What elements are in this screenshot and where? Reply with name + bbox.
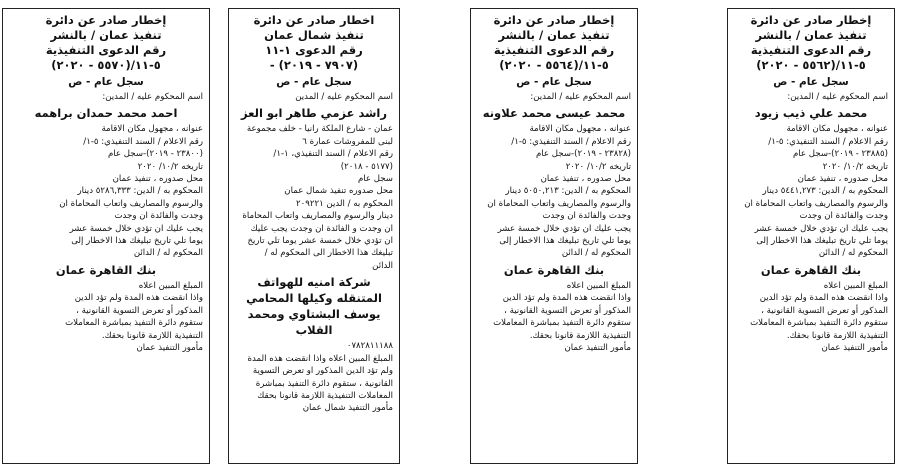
case-label: رقم الدعوى التنفيذية	[493, 43, 615, 57]
text-line: (٢٣٨٠٠ - ٢٠١٩)-سجل عام	[107, 149, 203, 160]
text-line: والرسوم والمصاريف واتعاب المحاماة ان	[487, 198, 631, 209]
text-line: عنوانه ، مجهول مكان الاقامة	[786, 124, 888, 135]
text-line: والرسوم والمصاريف واتعاب المحاماة ان	[59, 198, 203, 209]
text-line: تاريخه ١٠/٢/ ٢٠٢٠	[565, 161, 631, 172]
text-line: لبنى للمفروشات عمارة ٦	[302, 136, 393, 147]
text-line: (٢٣٨٨٥ - ٢٠١٩)-سجل عام	[792, 149, 888, 160]
text-line: المعاملات التنفيذية اللازمة قانونا بحقك	[257, 390, 393, 401]
notice-2	[470, 8, 638, 464]
record-type: سجل عام - ص	[68, 76, 144, 88]
notice-title: تنفيذ عمان / بالنشر	[755, 28, 867, 42]
text-line: اسم المحكوم عليه / المدين	[295, 92, 393, 102]
text-line: محل صدوره تنفيذ شمال عمان	[284, 186, 393, 197]
text-line: المبلغ المبين اعلاه	[566, 280, 631, 291]
text-line: تبليغك هذا الاخطار الى المحكوم له /	[264, 248, 393, 259]
text-line: وجدت والفائدة ان وجدت	[114, 211, 203, 222]
debtor-name: راشد عزمي طاهر ابو العز	[241, 106, 387, 121]
text-line: المبلغ المبين اعلاه واذا انقضت هذه المدة	[247, 353, 393, 364]
text-line: القانونية ، ستقوم دائرة التنفيذ بمباشرة	[255, 378, 393, 389]
officer-signature: مأمور التنفيذ عمان	[136, 342, 203, 353]
notice-title: تنفيذ عمان / بالنشر	[50, 28, 162, 42]
text-line: المحكوم به / الدين: ٥٢٨٦,٣٣٣ دينار	[77, 186, 203, 197]
debtor-name: محمد علي ذيب زيود	[754, 106, 868, 121]
creditor-name: شركة امنيه للهواتف المتنقله وكيلها المحامي يوسف البشتاوي ومحمد القلاب	[246, 275, 382, 338]
text-line: المحكوم به / الدين ٢٠٩٢٢١	[295, 198, 393, 209]
text-line: وجدت والفائدة ان وجدت	[799, 211, 888, 222]
officer-signature: مأمور التنفيذ شمال عمان	[302, 403, 393, 414]
text-line: يوما تلي تاريخ تبليغك هذا الاخطار إلى	[71, 236, 203, 247]
notice-title: اخطار صادر عن دائرة	[253, 13, 375, 27]
officer-signature: مأمور التنفيذ عمان	[564, 342, 631, 353]
notice-title: تنفيذ عمان / بالنشر	[498, 28, 610, 42]
text-line: (٢٣٨٢٨ - ٢٠١٩)-سجل عام	[535, 149, 631, 160]
text-line: يوما تلي تاريخ تبليغك هذا الاخطار إلى	[499, 236, 631, 247]
text-line: واذا انقضت هذه المدة ولم تؤد الدين	[502, 293, 631, 304]
notice-3	[228, 8, 400, 464]
text-line: اسم المحكوم عليه / المدين:	[787, 92, 888, 102]
text-line: وجدت والفائدة ان وجدت	[542, 211, 631, 222]
officer-signature: مأمور التنفيذ عمان	[821, 342, 888, 353]
text-line: يوما تلي تاريخ تبليغك هذا الاخطار إلى	[756, 236, 888, 247]
text-line: المذكور أو تعرض التسوية القانونية ،	[76, 305, 203, 316]
notice-title: إخطار صادر عن دائرة	[750, 13, 872, 27]
text-line: ستقوم دائرة التنفيذ بمباشرة المعاملات	[65, 318, 203, 329]
notice-title: إخطار صادر عن دائرة	[45, 13, 167, 27]
text-line: المحكوم له / الدائن	[133, 248, 203, 259]
text-line: الدائن	[372, 260, 393, 271]
text-line: والرسوم والمصاريف واتعاب المحاماة ان	[744, 198, 888, 209]
text-line: يجب عليك ان تؤدي خلال خمسة عشر	[497, 223, 631, 234]
notice-1	[727, 8, 895, 464]
text-line: اسم المحكوم عليه / المدين:	[530, 92, 631, 102]
text-line: واذا انقضت هذه المدة ولم تؤد الدين	[759, 293, 888, 304]
case-number: ٥-١١/(٥٥٧٠ - ٢٠٢٠)	[51, 58, 161, 72]
record-type: سجل عام - ص	[516, 76, 592, 88]
text-line: المحكوم له / الدائن	[561, 248, 631, 259]
notice-title: إخطار صادر عن دائرة	[493, 13, 615, 27]
text-line: المبلغ المبين اعلاه	[138, 280, 203, 291]
text-line: المذكور أو تعرض التسوية القانونية ،	[761, 305, 888, 316]
record-type: سجل عام - ص	[773, 76, 849, 88]
text-line: ولم تؤد الدين المذكور او تعرض التسوية	[252, 366, 393, 377]
text-line: رقم الاعلام / السند التنفيذي: ٥-١/	[768, 136, 888, 147]
text-line: المذكور أو تعرض التسوية القانونية ،	[504, 305, 631, 316]
case-label: رقم الدعوى ١-١١	[265, 43, 363, 57]
text-line: التنفيذية اللازمة قانونا بحقك.	[529, 330, 631, 341]
text-line: التنفيذية اللازمة قانونا بحقك.	[786, 330, 888, 341]
text-line: يجب عليك ان تؤدي خلال خمسة عشر	[69, 223, 203, 234]
case-label: رقم الدعوى التنفيذية	[750, 43, 872, 57]
text-line: المبلغ المبين اعلاه	[823, 280, 888, 291]
text-line: المحكوم به / الدين: ٥٠٥٠,٢١٣ دينار	[505, 186, 631, 197]
text-line: عمان - شارع الملكة رانيا - خلف مجموعة	[246, 124, 393, 135]
text-line: محل صدوره ، تنفيذ عمان	[797, 174, 888, 185]
case-number: (٧٩٠٧ - ٢٠١٩) -	[269, 58, 359, 72]
text-line: تاريخه ١٠/٢/ ٢٠٢٠	[822, 161, 888, 172]
text-line: عنوانه ، مجهول مكان الاقامة	[101, 124, 203, 135]
notice-title: تنفيذ شمال عمان	[264, 28, 364, 42]
text-line: (٥١٧٧ - ٢٠١٨)	[340, 161, 393, 172]
text-line: سجل عام	[357, 174, 393, 185]
text-line: ان تؤدي خلال خمسة عشر يوما تلي تاريخ	[247, 236, 393, 247]
text-line: المحكوم له / الدائن	[818, 248, 888, 259]
text-line: رقم الاعلام / السند التنفيذي: ٥-١/	[511, 136, 631, 147]
creditor-name: بنك القاهرة عمان	[55, 262, 157, 277]
phone-number: ٠٧٨٢٨١١١٨٨	[346, 341, 393, 352]
record-type: سجل عام - ص	[276, 76, 352, 88]
text-line: المحكوم به / الدين: ٥٤٤١,٢٧٣ دينار	[762, 186, 888, 197]
text-line: عنوانه ، مجهول مكان الاقامة	[529, 124, 631, 135]
text-line: محل صدوره ، تنفيذ عمان	[540, 174, 631, 185]
text-line: رقم الاعلام / السند التنفيذي، ١-١/	[273, 149, 393, 160]
debtor-name: احمد محمد حمدان براهمه	[34, 106, 178, 121]
text-line: ستقوم دائرة التنفيذ بمباشرة المعاملات	[750, 318, 888, 329]
text-line: يجب عليك ان تؤدي خلال خمسة عشر	[754, 223, 888, 234]
notice-4	[2, 8, 210, 464]
text-line: دينار والرسوم والمصاريف واتعاب المحاماة	[242, 211, 393, 222]
text-line: تاريخه ١٠/٢/ ٢٠٢٠	[137, 161, 203, 172]
text-line: التنفيذية اللازمة قانونا بحقك.	[101, 330, 203, 341]
text-line: واذا انقضت هذه المدة ولم تؤد الدين	[74, 293, 203, 304]
case-number: ٥-١١/(٥٥٦٤ - ٢٠٢٠)	[499, 58, 609, 72]
case-label: رقم الدعوى التنفيذية	[45, 43, 167, 57]
text-line: اسم المحكوم عليه / المدين:	[102, 92, 203, 102]
text-line: رقم الاعلام / السند التنفيذي: ٥-١/	[83, 136, 203, 147]
creditor-name: بنك القاهرة عمان	[760, 262, 862, 277]
case-number: ٥-١١/(٥٥٦٢ - ٢٠٢٠)	[756, 58, 866, 72]
creditor-name: بنك القاهرة عمان	[503, 262, 605, 277]
debtor-name: محمد عيسى محمد علاونه	[482, 106, 626, 121]
text-line: ستقوم دائرة التنفيذ بمباشرة المعاملات	[493, 318, 631, 329]
text-line: ان وجدت و الفائدة ان وجدت يجب عليك	[250, 223, 393, 234]
text-line: محل صدوره ، تنفيذ عمان	[112, 174, 203, 185]
